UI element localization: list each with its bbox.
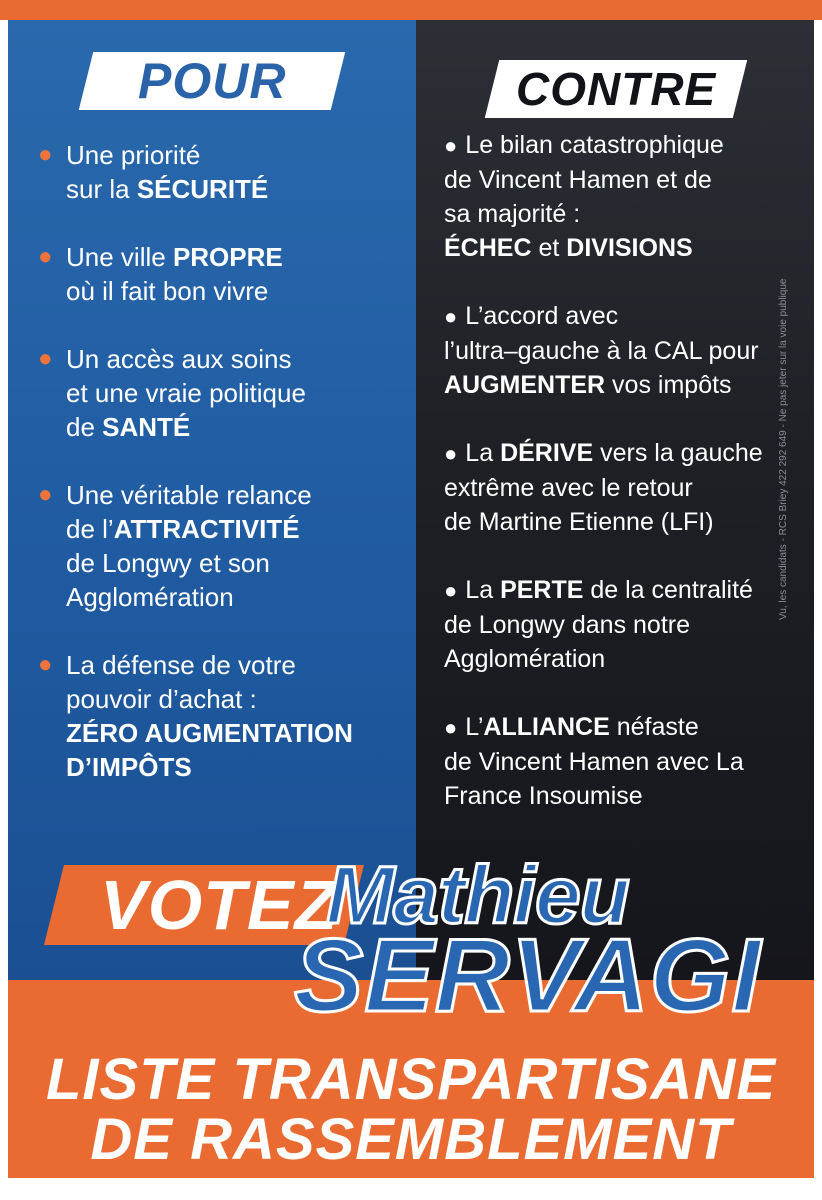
contre-item-line (444, 334, 810, 368)
contre-item-text: ÉCHEC (444, 234, 532, 262)
pour-item (38, 138, 410, 206)
pour-item-line (66, 682, 410, 716)
pour-item-text: pouvoir d’achat : (66, 684, 257, 714)
contre-item-text: vos impôts (605, 371, 732, 399)
bullet-icon: ● (38, 651, 53, 678)
contre-item (444, 128, 810, 265)
contre-item-line (444, 573, 810, 608)
contre-item-text: La (465, 576, 501, 604)
bullet-icon: ● (444, 304, 458, 329)
pour-item-text: sur la (66, 174, 137, 204)
pour-heading-badge (79, 52, 345, 110)
pour-item-text: de (66, 412, 103, 442)
pour-item-text: Une véritable relance (66, 480, 312, 510)
pour-item-text: PROPRE (172, 242, 283, 272)
contre-item-line (444, 471, 810, 505)
bullet-icon: ● (444, 441, 458, 466)
pour-item-line (66, 376, 410, 410)
top-orange-strip (0, 0, 822, 20)
contre-item-line (444, 745, 810, 779)
contre-item-text: Agglomération (444, 645, 606, 673)
pour-item-line (66, 172, 410, 206)
contre-item-line (444, 436, 810, 471)
contre-item-line (444, 608, 810, 642)
contre-item-text: ALLIANCE (483, 713, 610, 741)
pour-item-text: SANTÉ (102, 412, 191, 442)
pour-heading: POUR (137, 53, 287, 109)
pour-item-line (38, 342, 410, 376)
pour-item (38, 240, 410, 308)
bullet-icon: ● (38, 141, 53, 168)
pour-item-line (38, 240, 410, 274)
candidate-last-name: SERVAGI (294, 918, 762, 1034)
contre-item-text: La (465, 439, 501, 467)
contre-item-text: L’accord avec (465, 302, 619, 330)
pour-item-text: où il fait bon vivre (66, 276, 269, 306)
pour-item-text: D’IMPÔTS (66, 752, 192, 782)
bullet-icon: ● (38, 345, 53, 372)
contre-item-text: DIVISIONS (566, 234, 693, 262)
pour-item-line (66, 580, 410, 614)
contre-item-text: de la centralité (583, 576, 753, 604)
pour-item-line (66, 512, 410, 546)
bullet-icon: ● (38, 243, 53, 270)
contre-item (444, 573, 810, 676)
contre-heading-badge (485, 60, 747, 118)
contre-item-text: AUGMENTER (444, 371, 606, 399)
pour-list (38, 138, 410, 818)
bullet-icon: ● (444, 578, 458, 603)
contre-item-text: L’ (465, 713, 484, 741)
pour-item-text: ZÉRO AUGMENTATION (66, 718, 353, 748)
pour-item-line (66, 546, 410, 580)
pour-item-line (66, 716, 410, 750)
pour-item-text: et une vraie politique (66, 378, 306, 408)
contre-item-text: de Martine Etienne (LFI) (444, 508, 714, 536)
contre-item-line (444, 128, 810, 163)
pour-item-line (38, 138, 410, 172)
contre-item (444, 710, 810, 813)
contre-item-text: Le bilan catastrophique (465, 131, 724, 159)
pour-item-text: Une ville (66, 242, 173, 272)
bullet-icon: ● (444, 715, 458, 740)
contre-item-line (444, 710, 810, 745)
bullet-icon: ● (444, 133, 458, 158)
contre-item-line (444, 368, 810, 402)
campaign-poster (8, 20, 814, 1178)
contre-item-line (444, 505, 810, 539)
pour-item-text: SÉCURITÉ (136, 174, 269, 204)
contre-item (444, 299, 810, 402)
pour-item-text: de Longwy et son (66, 548, 270, 578)
contre-item-line (444, 231, 810, 265)
pour-item-line (66, 410, 410, 444)
contre-item-line (444, 642, 810, 676)
pour-item-line (38, 648, 410, 682)
pour-item-text: Une priorité (66, 140, 201, 170)
contre-item-text: extrême avec le retour (444, 474, 693, 502)
contre-item-text: de Longwy dans notre (444, 611, 691, 639)
contre-item-text: néfaste (609, 713, 699, 741)
contre-item-text: l’ultra–gauche à la CAL pour (444, 337, 759, 365)
candidate-first-name: Mathieu (326, 850, 629, 941)
slogan-line-1: LISTE TRANSPARTISANE (45, 1047, 777, 1112)
contre-item-text: de Vincent Hamen et de (444, 166, 712, 194)
contre-item-text: DÉRIVE (500, 439, 594, 467)
pour-item-line (66, 274, 410, 308)
contre-item-text: vers la gauche (593, 439, 763, 467)
contre-item-line (444, 197, 810, 231)
bullet-icon: ● (38, 481, 53, 508)
pour-item-text: de l’ (66, 514, 114, 544)
contre-heading: CONTRE (515, 63, 717, 115)
contre-item-text: sa majorité : (444, 200, 581, 228)
contre-item-line (444, 779, 810, 813)
pour-item-line (38, 478, 410, 512)
pour-item (38, 648, 410, 784)
contre-item-line (444, 163, 810, 197)
slogan-line-2: DE RASSEMBLEMENT (90, 1107, 732, 1172)
votez-label: VOTEZ (100, 866, 339, 944)
pour-item-text: La défense de votre (66, 650, 296, 680)
contre-item-text: et (531, 234, 567, 262)
contre-list (444, 128, 810, 847)
pour-item-text: Un accès aux soins (66, 344, 292, 374)
contre-item-text: France Insoumise (444, 782, 643, 810)
legal-mention: Vu, les candidats - RCS Briey 422 292 649 - Ne pas jeter sur la voie publique (778, 278, 789, 620)
pour-item-line (66, 750, 410, 784)
contre-item-line (444, 299, 810, 334)
contre-item-text: PERTE (500, 576, 584, 604)
pour-item-text: ATTRACTIVITÉ (113, 514, 300, 544)
pour-item (38, 478, 410, 614)
contre-item-text: de Vincent Hamen avec La (444, 748, 744, 776)
contre-item (444, 436, 810, 539)
pour-item-text: Agglomération (66, 582, 234, 612)
pour-item (38, 342, 410, 444)
